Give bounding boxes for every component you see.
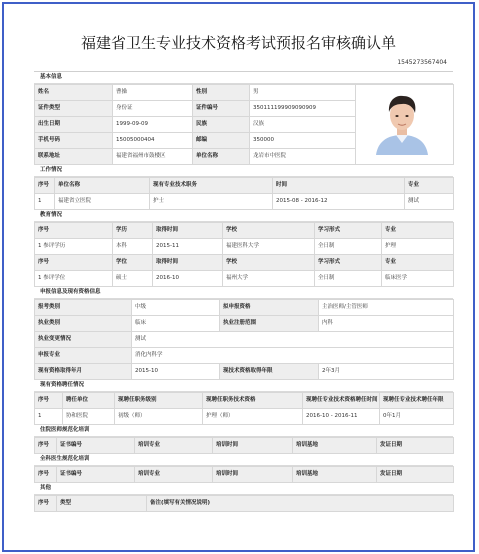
hired-table xyxy=(34,392,454,425)
label-phone: 手机号码 xyxy=(35,133,113,149)
col-header: 序号 xyxy=(35,223,113,239)
value-qual-years: 2年3月 xyxy=(319,364,454,380)
table-row xyxy=(35,348,454,364)
cell: 护士 xyxy=(150,194,273,210)
table-row xyxy=(35,316,454,332)
value-id-type: 身份证 xyxy=(113,101,193,117)
col-header: 取得时间 xyxy=(153,223,223,239)
value-practice-category: 临床 xyxy=(132,316,220,332)
value-postcode: 350000 xyxy=(250,133,356,149)
col-header: 培训时间 xyxy=(213,438,293,454)
general-table xyxy=(34,466,454,483)
form-sheet xyxy=(34,71,453,512)
table-row xyxy=(35,300,454,316)
cell: 福州大学 xyxy=(223,271,315,287)
label-qual-years: 现技术资格取得年限 xyxy=(220,364,319,380)
col-header: 培训时间 xyxy=(213,467,293,483)
basic-info-table xyxy=(34,84,454,165)
col-header: 培训专业 xyxy=(135,438,213,454)
table-header-row xyxy=(35,178,454,194)
page-title: 福建省卫生专业技术资格考试预报名审核确认单 xyxy=(80,34,396,52)
col-header: 证书编号 xyxy=(57,438,135,454)
col-header: 发证日期 xyxy=(377,467,454,483)
col-header: 培训专业 xyxy=(135,467,213,483)
table-row xyxy=(35,332,454,348)
col-header: 学校 xyxy=(223,223,315,239)
section-other: 其他 xyxy=(34,483,453,495)
col-header: 现聘任职务技术资格 xyxy=(203,393,303,409)
value-ethnicity: 汉族 xyxy=(250,117,356,133)
col-header: 专业 xyxy=(405,178,454,194)
section-basic-info: 基本信息 xyxy=(34,72,453,84)
value-exam-category: 中级 xyxy=(132,300,220,316)
section-residency-training: 住院医师规范化培训 xyxy=(34,425,453,437)
col-header: 学习形式 xyxy=(315,255,382,271)
value-name: 曹操 xyxy=(113,85,193,101)
cell: 1 xyxy=(35,409,63,425)
col-header: 聘任单位 xyxy=(63,393,115,409)
residency-table xyxy=(34,437,454,454)
cell: 全日制 xyxy=(315,239,382,255)
section-application: 申报信息及现有资格信息 xyxy=(34,287,453,299)
cell: 2016-10 xyxy=(153,271,223,287)
cell: 本科 xyxy=(113,239,153,255)
col-header: 现有专业技术职务 xyxy=(150,178,273,194)
col-header: 培训基地 xyxy=(293,438,377,454)
work-table xyxy=(34,177,454,210)
col-header: 时间 xyxy=(273,178,405,194)
cell: 2016-10 - 2016-11 xyxy=(303,409,380,425)
col-header: 现聘任职务级别 xyxy=(115,393,203,409)
table-row xyxy=(35,85,454,101)
label-gender: 性别 xyxy=(193,85,250,101)
cell: 福建省立医院 xyxy=(55,194,150,210)
cell: 测试 xyxy=(405,194,454,210)
education-table xyxy=(34,222,454,287)
col-header: 发证日期 xyxy=(377,438,454,454)
cell: 初级（师） xyxy=(115,409,203,425)
col-header: 证书编号 xyxy=(57,467,135,483)
table-header-row xyxy=(35,255,454,271)
section-education: 教育情况 xyxy=(34,210,453,222)
applicant-photo xyxy=(372,89,432,155)
label-qual-date: 现有资格取得年月 xyxy=(35,364,132,380)
table-row xyxy=(35,194,454,210)
section-hired: 现有资格聘任情况 xyxy=(34,380,453,392)
cell: 2015-08 - 2016-12 xyxy=(273,194,405,210)
cell: 护理 xyxy=(382,239,454,255)
cell: 2015-11 xyxy=(153,239,223,255)
table-row xyxy=(35,364,454,380)
col-header: 序号 xyxy=(35,255,113,271)
cell: 护理（师） xyxy=(203,409,303,425)
cell: 临床医学 xyxy=(382,271,454,287)
cell: 1 参评学位 xyxy=(35,271,113,287)
col-header: 序号 xyxy=(35,438,57,454)
value-id-number: 350111199909090909 xyxy=(250,101,356,117)
photo-cell xyxy=(356,85,454,165)
value-practice-change: 测试 xyxy=(132,332,454,348)
confirmation-form-frame xyxy=(2,2,475,552)
cell: 1 参评学历 xyxy=(35,239,113,255)
label-birth-date: 出生日期 xyxy=(35,117,113,133)
table-row xyxy=(35,409,454,425)
section-general-training: 全科医生规范化培训 xyxy=(34,454,453,466)
application-table xyxy=(34,299,454,380)
value-apply-major: 消化内科学 xyxy=(132,348,454,364)
cell: 福建医科大学 xyxy=(223,239,315,255)
label-target-qualification: 拟申报资格 xyxy=(220,300,319,316)
other-table xyxy=(34,495,454,512)
table-header-row xyxy=(35,393,454,409)
col-header: 序号 xyxy=(35,467,57,483)
value-gender: 男 xyxy=(250,85,356,101)
cell: 硕士 xyxy=(113,271,153,287)
col-header: 现聘任专业技术资格聘任时间 xyxy=(303,393,380,409)
col-header: 学历 xyxy=(113,223,153,239)
col-header: 学位 xyxy=(113,255,153,271)
label-exam-category: 报考类别 xyxy=(35,300,132,316)
col-header: 类型 xyxy=(57,496,147,512)
table-header-row xyxy=(35,223,454,239)
label-postcode: 邮编 xyxy=(193,133,250,149)
col-header: 培训基地 xyxy=(293,467,377,483)
col-header: 专业 xyxy=(382,255,454,271)
col-header: 备注(填写有关情况说明) xyxy=(147,496,454,512)
cell: 0年1月 xyxy=(380,409,454,425)
table-header-row xyxy=(35,496,454,512)
value-qual-date: 2015-10 xyxy=(132,364,220,380)
value-phone: 15005000404 xyxy=(113,133,193,149)
table-header-row xyxy=(35,438,454,454)
label-practice-change: 执业变更情况 xyxy=(35,332,132,348)
value-birth-date: 1999-09-09 xyxy=(113,117,193,133)
table-row xyxy=(35,239,454,255)
table-row xyxy=(35,271,454,287)
col-header: 现聘任专业技术聘任年限 xyxy=(380,393,454,409)
label-id-type: 证件类型 xyxy=(35,101,113,117)
col-header: 序号 xyxy=(35,496,57,512)
label-practice-category: 执业类别 xyxy=(35,316,132,332)
cell: 1 xyxy=(35,194,55,210)
cell: 全日制 xyxy=(315,271,382,287)
value-address: 福建省福州市鼓楼区 xyxy=(113,149,193,165)
label-address: 联系地址 xyxy=(35,149,113,165)
cell: 协和医院 xyxy=(63,409,115,425)
col-header: 取得时间 xyxy=(153,255,223,271)
col-header: 学校 xyxy=(223,255,315,271)
col-header: 序号 xyxy=(35,178,55,194)
table-header-row xyxy=(35,467,454,483)
label-practice-scope: 执业注册范围 xyxy=(220,316,319,332)
section-work: 工作情况 xyxy=(34,165,453,177)
value-employer: 龙岩市中医院 xyxy=(250,149,356,165)
serial-number: 1545273567404 xyxy=(397,59,447,66)
label-employer: 单位名称 xyxy=(193,149,250,165)
label-id-number: 证件编号 xyxy=(193,101,250,117)
label-ethnicity: 民族 xyxy=(193,117,250,133)
col-header: 学习形式 xyxy=(315,223,382,239)
value-target-qualification: 主治医师/主管医师 xyxy=(319,300,454,316)
label-name: 姓名 xyxy=(35,85,113,101)
value-practice-scope: 内科 xyxy=(319,316,454,332)
col-header: 专业 xyxy=(382,223,454,239)
col-header: 单位名称 xyxy=(55,178,150,194)
col-header: 序号 xyxy=(35,393,63,409)
label-apply-major: 申报专业 xyxy=(35,348,132,364)
